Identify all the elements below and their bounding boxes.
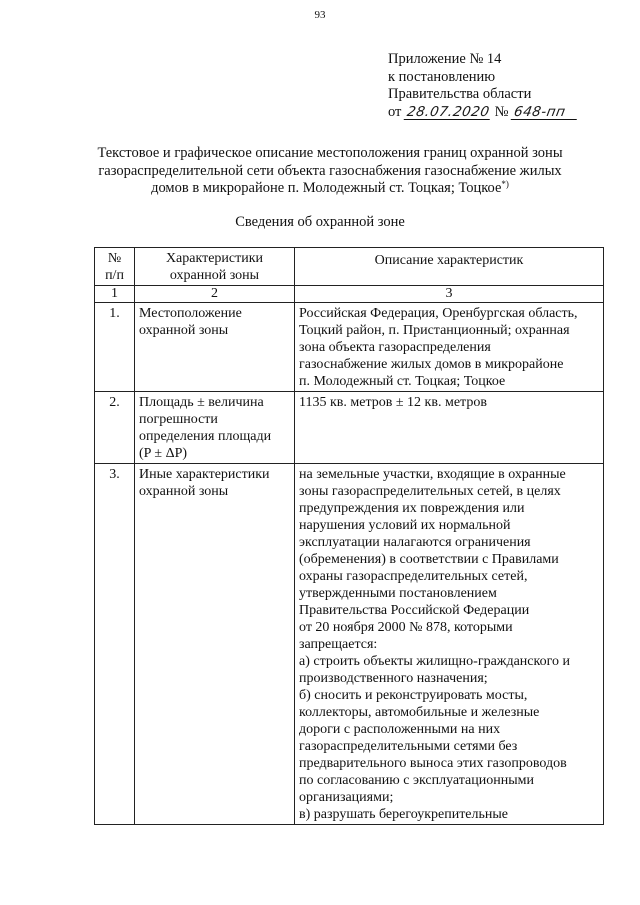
number-label: № [494, 103, 509, 120]
index-cell: 2 [135, 286, 295, 303]
index-cell: 1 [95, 286, 135, 303]
handwritten-date: 28.07.2020 [405, 103, 491, 120]
characteristic-line: (P ± ΔP) [139, 446, 188, 461]
characteristic-line: определения площади [139, 429, 272, 444]
description-line: охраны газораспределительных сетей, [299, 569, 528, 584]
table-header-row [95, 248, 604, 286]
table-row [95, 464, 604, 825]
appendix-line-4 [388, 104, 578, 122]
description-line: газораспределительными сетями без [299, 739, 518, 754]
characteristic-line: Местоположение [139, 306, 242, 321]
description-line: запрещается: [299, 637, 378, 652]
characteristic-line: погрешности [139, 412, 218, 427]
row-characteristic [135, 303, 295, 392]
description-line: Тоцкий район, п. Пристанционный; охранная [299, 323, 570, 338]
description-line: организациями; [299, 790, 394, 805]
appendix-line-3: Правительства области [388, 86, 532, 102]
appendix-line-1: Приложение № 14 [388, 51, 502, 67]
row-characteristic [135, 464, 295, 825]
page-number: 93 [314, 9, 326, 21]
row-number: 1. [95, 303, 135, 392]
header-num-line-1: № [107, 251, 122, 266]
description-line: предупреждения их повреждения или [299, 501, 525, 516]
description-line: 1135 кв. метров ± 12 кв. метров [299, 395, 487, 410]
table-row [95, 303, 604, 392]
description-line: утвержденными постановлением [299, 586, 497, 601]
header-characteristics [135, 248, 295, 286]
appendix-block [388, 51, 578, 121]
protection-zone-table [94, 247, 604, 825]
characteristic-line: охранной зоны [139, 323, 229, 338]
row-number: 2. [95, 392, 135, 464]
description-line: Российская Федерация, Оренбургская область, [299, 306, 578, 321]
table-index-row [95, 286, 604, 303]
row-number: 3. [95, 464, 135, 825]
header-description [295, 248, 604, 286]
description-line: предварительного выноса этих газопроводов [299, 756, 567, 771]
description-line: в) разрушать берегоукрепительные [299, 807, 509, 822]
document-title [70, 145, 590, 198]
description-line: эксплуатации налагаются ограничения [299, 535, 531, 550]
description-line: коллекторы, автомобильные и железные [299, 705, 540, 720]
description-line: нарушения условий их нормальной [299, 518, 511, 533]
description-line: (обременения) в соответствии с Правилами [299, 552, 559, 567]
header-char-line-1: Характеристики [165, 251, 264, 266]
description-line: дороги с расположенными на них [299, 722, 501, 737]
characteristic-line: Иные характеристики [139, 467, 270, 482]
header-num-line-2: п/п [105, 268, 124, 283]
characteristic-line: Площадь ± величина [139, 395, 264, 410]
description-line: зоны газораспределительных сетей, в целях [299, 484, 561, 499]
row-description [295, 303, 604, 392]
title-line-2: газораспределительной сети объекта газоснабжения газоснабжение жилых [98, 162, 562, 179]
from-label: от [388, 103, 402, 120]
description-line: по согласованию с эксплуатационными [299, 773, 534, 788]
title-line-3 [70, 180, 590, 198]
handwritten-number: 648-пп [511, 105, 580, 120]
row-description [295, 392, 604, 464]
footnote-mark: *) [501, 179, 509, 189]
appendix-line-2: к постановлению [388, 68, 496, 85]
description-line: зона объекта газораспределения [299, 340, 491, 355]
title-line-1: Текстовое и графическое описание местоположения границ охранной зоны [97, 145, 563, 161]
description-line: Правительства Российской Федерации [299, 603, 530, 618]
description-line: от 20 ноября 2000 № 878, которыми [299, 620, 513, 635]
description-line: производственного назначения; [299, 671, 488, 686]
description-line: а) строить объекты жилищно-гражданского и [299, 654, 570, 669]
header-desc-text: Описание характеристик [374, 253, 524, 268]
row-description [295, 464, 604, 825]
characteristic-line: охранной зоны [139, 484, 229, 499]
description-line: газоснабжение жилых домов в микрорайоне [299, 357, 564, 372]
section-title: Сведения об охранной зоне [235, 214, 405, 230]
header-num [95, 248, 135, 286]
header-char-line-2: охранной зоны [169, 268, 260, 283]
description-line: п. Молодежный ст. Тоцкая; Тоцкое [299, 374, 506, 389]
table-row [95, 392, 604, 464]
description-line: на земельные участки, входящие в охранные [299, 467, 566, 482]
description-line: б) сносить и реконструировать мосты, [299, 688, 528, 703]
title-line-3-text: домов в микрорайоне п. Молодежный ст. Тоцкая; Тоцкое [151, 180, 502, 196]
row-characteristic [135, 392, 295, 464]
index-cell: 3 [295, 286, 604, 303]
